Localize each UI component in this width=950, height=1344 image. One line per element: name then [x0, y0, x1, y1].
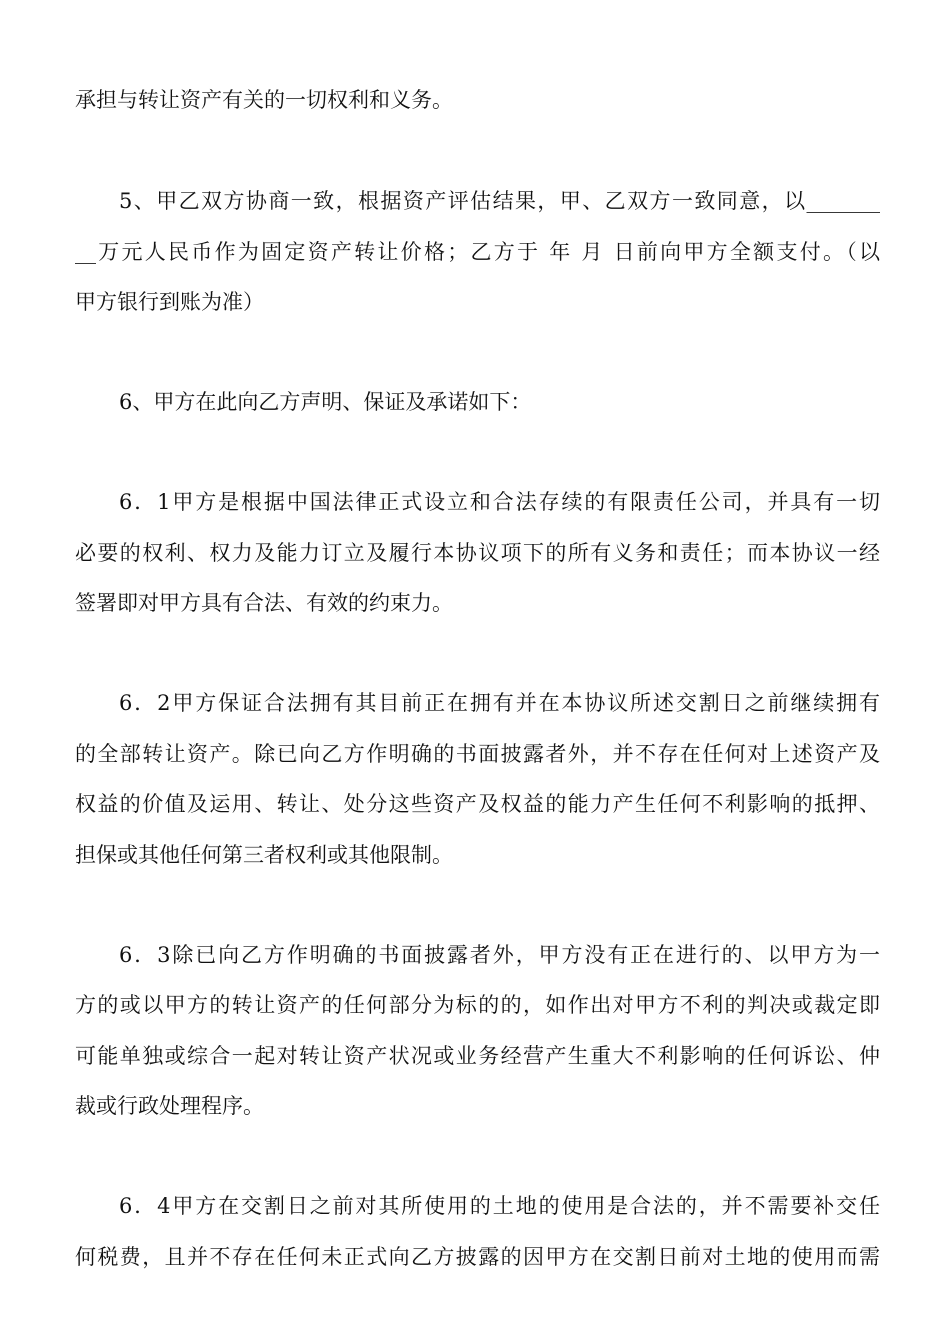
clause-6-2-line-1: 6．2甲方保证合法拥有其目前正在拥有并在本协议所述交割日之前继续拥有: [119, 691, 880, 715]
clause-6-heading: 6、甲方在此向乙方声明、保证及承诺如下：: [119, 390, 532, 414]
clause-6-4-line-1: 6．4甲方在交割日之前对其所使用的土地的使用是合法的，并不需要补交任: [119, 1194, 880, 1218]
text-line: 承担与转让资产有关的一切权利和义务。: [75, 88, 453, 112]
clause-6-3-line-4: 裁或行政处理程序。: [75, 1094, 264, 1118]
clause-6-2-line-2: 的全部转让资产。除已向乙方作明确的书面披露者外，并不存在任何对上述资产及: [75, 742, 880, 766]
clause-6-3-line-3: 可能单独或综合一起对转让资产状况或业务经营产生重大不利影响的任何诉讼、仲: [75, 1044, 880, 1068]
clause-5-line-3: 甲方银行到账为准）: [75, 290, 264, 314]
clause-6-2-line-4: 担保或其他任何第三者权利或其他限制。: [75, 843, 453, 867]
clause-6-3-line-1: 6．3除已向乙方作明确的书面披露者外，甲方没有正在进行的、以甲方为一: [119, 943, 880, 967]
clause-6-1-line-3: 签署即对甲方具有合法、有效的约束力。: [75, 591, 453, 615]
clause-5-line-1: 5、甲乙双方协商一致，根据资产评估结果，甲、乙双方一致同意，以_______: [119, 189, 880, 213]
clause-6-1-line-1: 6．1甲方是根据中国法律正式设立和合法存续的有限责任公司，并具有一切: [119, 490, 880, 514]
clause-6-2-line-3: 权益的价值及运用、转让、处分这些资产及权益的能力产生任何不利影响的抵押、: [75, 792, 880, 816]
clause-6-1-line-2: 必要的权利、权力及能力订立及履行本协议项下的所有义务和责任；而本协议一经: [75, 541, 880, 565]
clause-6-3-line-2: 方的或以甲方的转让资产的任何部分为标的的，如作出对甲方不利的判决或裁定即: [75, 993, 880, 1017]
clause-5-line-2: __万元人民币作为固定资产转让价格；乙方于 年 月 日前向甲方全额支付。（以: [75, 240, 880, 264]
clause-6-4-line-2: 何税费，且并不存在任何未正式向乙方披露的因甲方在交割日前对土地的使用而需: [75, 1245, 880, 1269]
